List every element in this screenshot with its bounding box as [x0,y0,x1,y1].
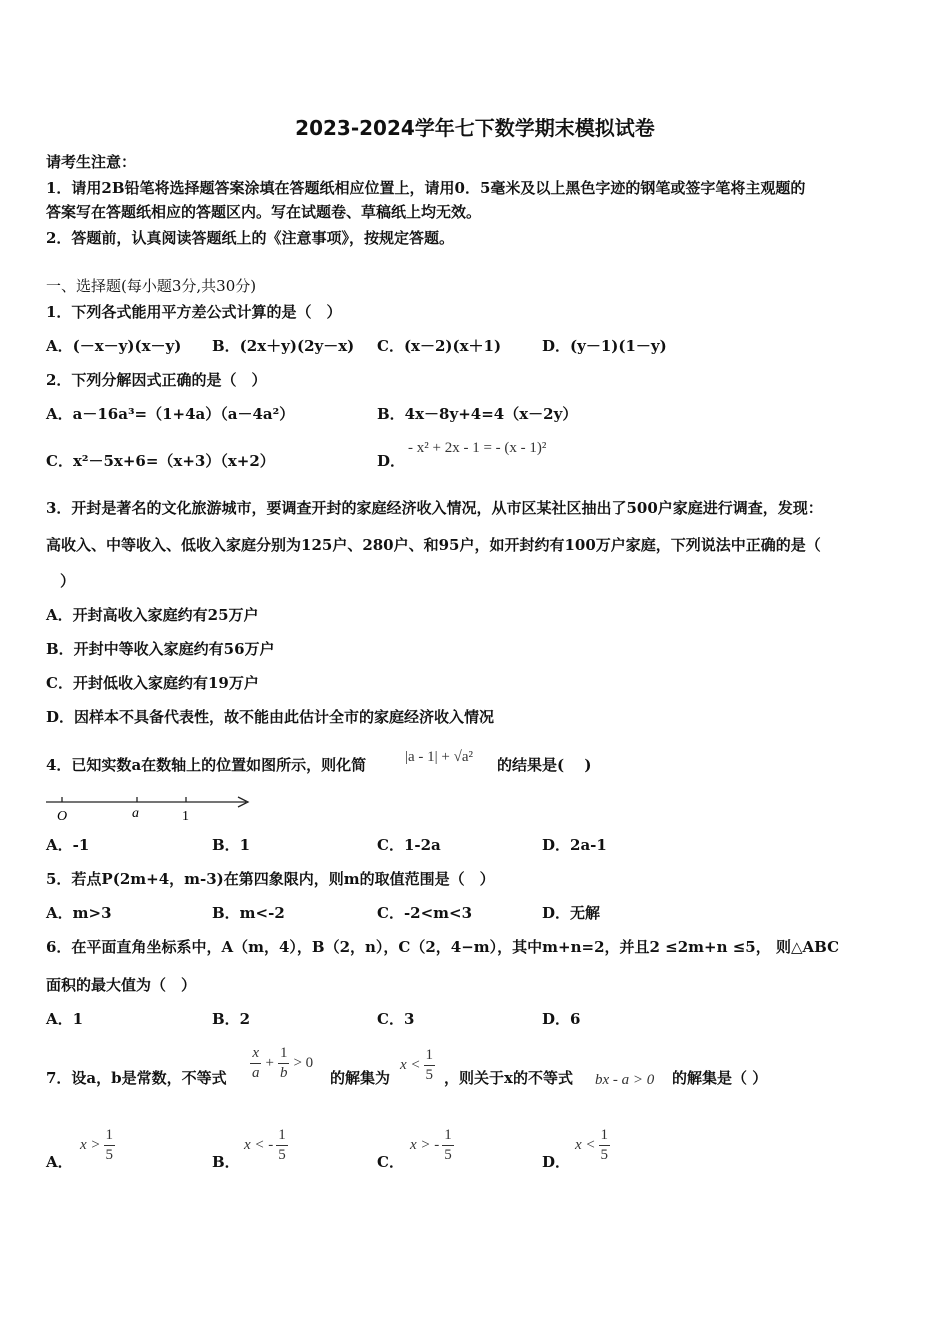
q6-option-a: A．1 [46,1010,84,1028]
q2-option-d-label: D． [377,452,406,470]
q5-option-b: B．m<-2 [212,904,285,922]
notice-heading: 请考生注意： [46,153,137,171]
q2-option-d-expression: - x² + 2x - 1 = - (x - 1)² [408,440,547,456]
q4-stem-b: 的结果是( ) [497,756,592,774]
tick-label-a: a [132,806,139,821]
q4-option-a: A．-1 [46,836,90,854]
q4-stem-a: 4．已知实数a在数轴上的位置如图所示，则化简 [46,756,367,774]
q5-option-d: D．无解 [542,904,601,922]
q7-option-d-expression: x < $\frac{1}{5}$ [575,1127,609,1163]
q4-option-b: B．1 [212,836,251,854]
q6-option-c: C．3 [377,1010,415,1028]
tick-label-o: O [57,809,68,824]
q7-option-a-expression: x > $\frac{1}{5}$ [80,1127,114,1163]
fraction-1-over-5: $\frac{1}{5}$ [425,1047,434,1083]
q2-option-b: B．4x－8y+4=4（x－2y） [377,405,578,423]
q3-option-c: C．开封低收入家庭约有19万户 [46,674,259,692]
q2-stem: 2．下列分解因式正确的是（ ） [46,371,267,389]
q6-stem-line-2: 面积的最大值为（ ） [46,976,197,994]
q3-stem-line-1: 3．开封是著名的文化旅游城市，要调查开封的家庭经济收入情况，从市区某社区抽出了500户家庭进行调查，发现： [46,499,823,517]
fraction-1-over-b: $\frac{1}{b}$ [279,1045,288,1081]
q3-option-d: D．因样本不具备代表性，故不能由此估计全市的家庭经济收入情况 [46,708,495,726]
q6-option-b: B．2 [212,1010,251,1028]
q7-option-b-expression: x < - $\frac{1}{5}$ [244,1127,286,1163]
fraction-x-over-a: $\frac{x}{a}$ [252,1045,260,1081]
q7-inequality: $\frac{x}{a}$ + $\frac{1}{b}$ > 0 [252,1045,314,1081]
q7-stem-d: 的解集是（ ） [672,1069,768,1087]
section-heading: 一、选择题(每小题3分,共30分) [46,277,257,295]
page-title: 2023-2024学年七下数学期末模拟试卷 [295,116,655,140]
q1-option-a: A．(－x－y)(x－y) [46,337,182,355]
notice-line-1a: 1．请用2B铅笔将选择题答案涂填在答题纸相应位置上，请用0．5毫米及以上黑色字迹的钢笔或签字笔将主观题的 [46,179,806,197]
q3-stem-line-3: ） [60,572,76,590]
q2-option-c: C．x²－5x+6=（x+3）（x+2） [46,452,275,470]
q2-option-a: A．a－16a³=（1+4a）（a－4a²） [46,405,295,423]
q7-solution-set: x < $\frac{1}{5}$ [400,1047,434,1083]
q5-option-a: A．m>3 [46,904,112,922]
q7-stem-c: ，则关于x的不等式 [444,1069,573,1087]
q7-option-c-label: C． [377,1153,404,1171]
q7-stem-b: 的解集为 [330,1069,391,1087]
q7-stem-a: 7．设a，b是常数，不等式 [46,1069,227,1087]
q1-option-d: D．(y－1)(1－y) [542,337,667,355]
q3-option-a: A．开封高收入家庭约有25万户 [46,606,259,624]
q6-stem-line-1: 6．在平面直角坐标系中，A（m，4），B（2，n），C（2，4−m），其中m+n=2，并且2 ≤2m+n ≤5， 则△ABC [46,938,840,956]
q5-option-c: C．-2<m<3 [377,904,473,922]
q7-option-b-label: B． [212,1153,240,1171]
q1-stem: 1．下列各式能用平方差公式计算的是（ ） [46,303,342,321]
q7-option-c-expression: x > - $\frac{1}{5}$ [410,1127,452,1163]
q7-option-d-label: D． [542,1153,571,1171]
q4-expression: |a - 1| + √a² [405,749,474,765]
notice-line-2: 2．答题前，认真阅读答题纸上的《注意事项》，按规定答题。 [46,229,454,247]
q7-option-a-label: A． [46,1153,73,1171]
q3-option-b: B．开封中等收入家庭约有56万户 [46,640,275,658]
q5-stem: 5．若点P(2m+4，m-3)在第四象限内，则m的取值范围是（ ） [46,870,495,888]
q4-number-line [40,790,260,824]
q3-stem-line-2: 高收入、中等收入、低收入家庭分别为125户、280户、和95户，如开封约有100万户家庭，下列说法中正确的是（ [46,536,821,554]
notice-line-1b: 答案写在答题纸相应的答题区内。写在试题卷、草稿纸上均无效。 [46,203,482,221]
q1-option-b: B．(2x＋y)(2y－x) [212,337,355,355]
tick-label-1: 1 [182,809,189,824]
q1-option-c: C．(x－2)(x＋1) [377,337,502,355]
q4-option-c: C．1-2a [377,836,441,854]
q4-option-d: D．2a-1 [542,836,607,854]
q6-option-d: D．6 [542,1010,581,1028]
q7-inequality-2: bx - a > 0 [595,1072,655,1088]
